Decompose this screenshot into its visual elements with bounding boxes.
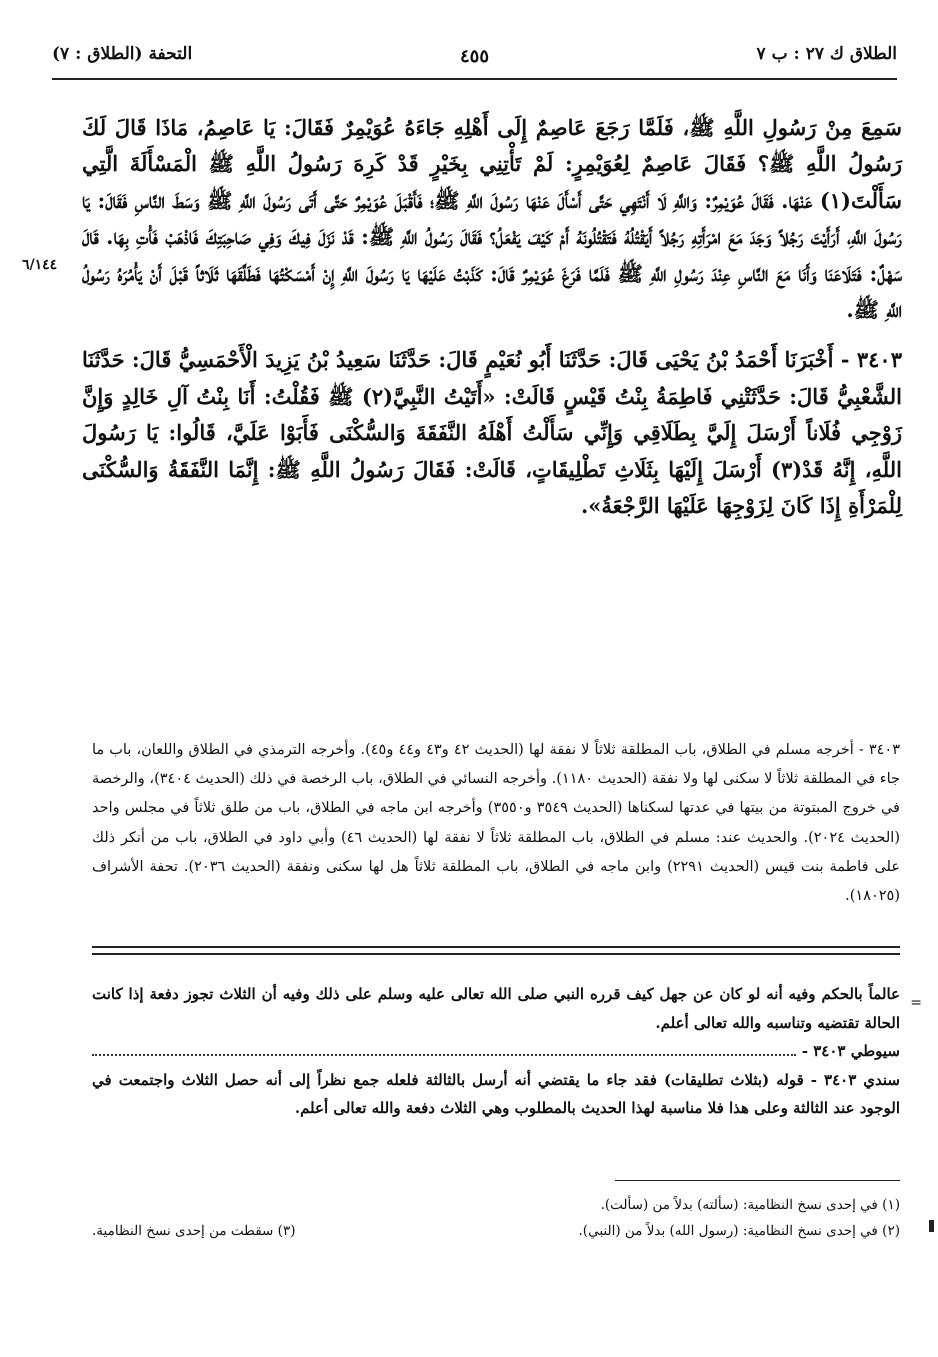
suyuti-line [92, 1037, 900, 1066]
continuation-mark: = [910, 995, 922, 1011]
footnote-row [92, 1192, 900, 1218]
header-divider [52, 78, 897, 80]
takhrij-section [92, 736, 900, 911]
footnotes [92, 1192, 900, 1244]
header-reference: التحفة (الطلاق : ٧) [52, 44, 193, 64]
sharh-continuation: عالماً بالحكم وفيه أنه لو كان عن جهل كيف قرره النبي صلى الله تعالى عليه وسلم على ذلك وفيه أن الثلاث تجوز دفعة إذا كانت الحالة تقتضيه وتناسبه والله تعالى أعلم. [92, 985, 900, 1032]
footnote-2: (٢) في إحدى نسخ النظامية: (رسول الله) بدلاً من (النبي). [578, 1223, 900, 1239]
header-chapter: الطلاق ك ٢٧ : ب ٧ [756, 44, 897, 64]
footnote-3: (٣) سقطت من إحدى نسخ النظامية. [92, 1223, 296, 1239]
sindi-commentary: سندي ٣٤٠٣ - قوله (بثلاث تطليقات) فقد جاء ما يقتضي أنه أرسل بالثالثة فلعله جمع نظراً إلى أنه حصل الثلاث واجتمعت في الوجود عند الثالثة وعلى هذا فلا مناسبة لهذا الحديث بالمطلوب وهي الثلاث دفعة والله تعالى أعلم. [92, 1070, 900, 1117]
footnote-divider [615, 1180, 900, 1181]
sharh-section [92, 980, 900, 1123]
takhrij-text: ٣٤٠٣ - أخرجه مسلم في الطلاق، باب المطلقة ثلاثاً لا نفقة لها (الحديث ٤٢ و٤٣ و٤٤ و٤٥). وأخرجه الترمذي في الطلاق واللعان، باب ما جاء في المطلقة ثلاثاً لا سكنى لها ولا نفقة (الحديث ١١٨٠). وأخرجه النسائي في الطلاق، باب الرخصة في ذلك (الحديث ٣٤٠٤)، والرخصة في خروج المبتوتة من بيتها في عدتها لسكناها (الحديث ٣٥٤٩ و٣٥٥٠) وأخرجه ابن ماجه في الطلاق، باب من طلق ثلاثاً في مجلس واحد (الحديث ٢٠٢٤). والحديث عند: مسلم في الطلاق، باب المطلقة ثلاثاً لا نفقة لها (الحديث ٤٦) وأبي داود في الطلاق، باب من أنكر ذلك على فاطمة بنت قيس (الحديث ٢٢٩١) وابن ماجه في الطلاق، باب المطلقة ثلاثاً هل لها سكنى ونفقة (الحديث ٢٠٣٦). تحفة الأشراف (١٨٠٢٥). [92, 742, 900, 905]
hadith-paragraph-2: ٣٤٠٣ - أَخْبَرَنَا أَحْمَدُ بْنُ يَحْيَى قَالَ: حَدَّثَنَا أَبُو نُعَيْمٍ قَالَ: حَدَّثَنَا سَعِيدُ بْنُ يَزِيدَ الْأَحْمَسِيُّ قَالَ: حَدَّثَنَا الشَّعْبِيُّ قَالَ: حَدَّثَتْنِي فَاطِمَةُ بِنْتُ قَيْسٍ قَالَتْ: «أَتَيْتُ النَّبِيَّ(٢) ﷺ فَقُلْتُ: أَنَا بِنْتُ آلِ خَالِدٍ وَإِنَّ زَوْجِي فُلَاناً أَرْسَلَ إِلَيَّ بِطَلَاقِي وَإِنِّي سَأَلْتُ أَهْلَهُ النَّفَقَةَ وَالسُّكْنَى فَأَبَوْا عَلَيَّ، قَالُوا: يَا رَسُولَ اللَّهِ، إِنَّهُ قَدْ(٣) أَرْسَلَ إِلَيْهَا بِثَلَاثِ تَطْلِيقَاتٍ، قَالَتْ: فَقَالَ رَسُولُ اللَّهِ ﷺ: إِنَّمَا النَّفَقَةُ وَالسُّكْنَى لِلْمَرْأَةِ إِذَا كَانَ لِزَوْجِهَا عَلَيْهَا الرَّجْعَةُ». [82, 347, 903, 519]
scan-mark [929, 1220, 934, 1232]
margin-reference: ٦/١٤٤ [22, 257, 58, 273]
section-double-divider [92, 946, 900, 955]
page-number: ٤٥٥ [459, 46, 489, 67]
suyuti-label: سيوطي ٣٤٠٣ - [801, 1042, 900, 1060]
footnote-row [92, 1218, 900, 1244]
page-header [52, 40, 897, 74]
footnote-1: (١) في إحدى نسخ النظامية: (سألته) بدلاً من (سألت). [600, 1197, 900, 1213]
hadith-text [82, 110, 902, 524]
hadith-paragraph-1: سَمِعَ مِنْ رَسُولِ اللَّهِ ﷺ، فَلَمَّا رَجَعَ عَاصِمٌ إِلَى أَهْلِهِ جَاءَهُ عُوَيْمِرٌ فَقَالَ: يَا عَاصِمُ، مَاذَا قَالَ لَكَ رَسُولُ اللَّهِ ﷺ؟ فَقَالَ عَاصِمٌ لِعُوَيْمِرٍ: لَمْ تَأْتِنِي بِخَيْرٍ قَدْ كَرِهَ رَسُولُ اللَّهِ ﷺ الْمَسْأَلَةَ الَّتِي سَأَلْتَ(١) عَنْهَا. فَقَالَ عُوَيْمِرٌ: وَاللَّهِ لَا أَنْتَهِي حَتَّى أَسْأَلَ عَنْهَا رَسُولَ اللَّهِ ﷺ؛ فَأَقْبَلَ عُوَيْمِرٌ حَتَّى أَتَى رَسُولَ اللَّهِ ﷺ وَسَطَ النَّاسِ فَقَالَ: يَا رَسُولَ اللَّهِ، أَرَأَيْتَ رَجُلاً وَجَدَ مَعَ امْرَأَتِهِ رَجُلاً أَيَقْتُلُهُ فَتَقْتُلُونَهُ أَمْ كَيْفَ يَفْعَلُ؟ فَقَالَ رَسُولُ اللَّهِ ﷺ: قَدْ نَزَلَ فِيكَ وَفِي صَاحِبَتِكَ فَاذْهَبْ فَأْتِ بِهَا. قَالَ سَهْلٌ: فَتَلَاعَنَا وَأَنَا مَعَ النَّاسِ عِنْدَ رَسُولِ اللَّهِ ﷺ فَلَمَّا فَرَغَ عُوَيْمِرٌ قَالَ: كَذَبْتُ عَلَيْهَا يَا رَسُولَ اللَّهِ إِنْ أَمْسَكْتُهَا فَطَلَّقَهَا ثَلَاثاً قَبْلَ أَنْ يَأْمُرَهُ رَسُولُ اللَّهِ ﷺ. [82, 115, 902, 323]
dotted-leader [92, 1053, 796, 1056]
